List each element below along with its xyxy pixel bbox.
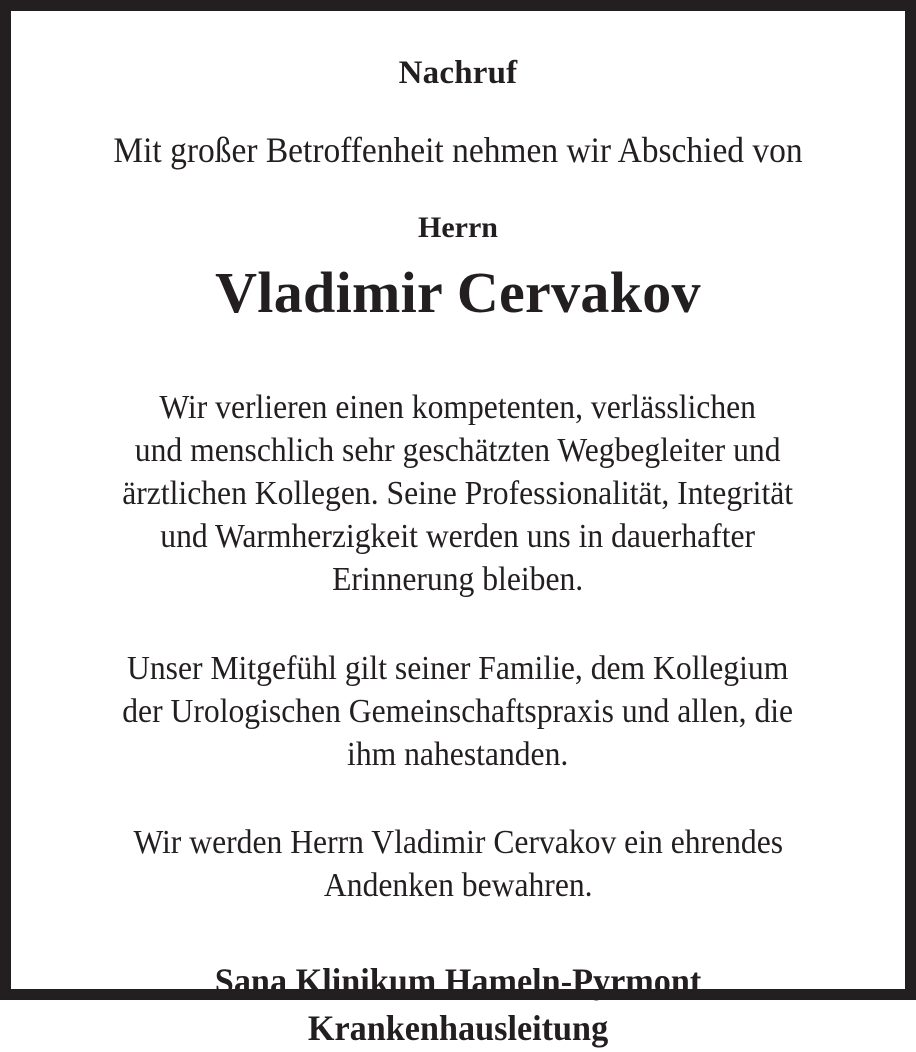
body-paragraph bbox=[123, 386, 794, 601]
body-line: ihm nahestanden. bbox=[347, 735, 569, 773]
notice-card bbox=[11, 11, 905, 1048]
body-line: Wir verlieren einen kompetenten, verlässlichen bbox=[159, 388, 757, 426]
body-line: Andenken bewahren. bbox=[323, 866, 593, 904]
notice-intro-line: Mit großer Betroffenheit nehmen wir Abschied von bbox=[113, 130, 803, 171]
notice-heading: Nachruf bbox=[398, 55, 518, 91]
body-paragraph bbox=[133, 821, 783, 907]
deceased-name: Vladimir Cervakov bbox=[215, 259, 701, 325]
deceased-honorific: Herrn bbox=[418, 210, 498, 244]
body-line: Unser Mitgefühl gilt seiner Familie, dem Kollegium bbox=[127, 649, 789, 687]
signature-organization: Sana Klinikum Hameln-Pyrmont bbox=[214, 960, 702, 1001]
signature-department: Krankenhausleitung bbox=[307, 1007, 609, 1048]
body-line: Erinnerung bleiben. bbox=[332, 560, 584, 598]
body-line: und Warmherzigkeit werden uns in dauerhafter bbox=[160, 517, 756, 555]
body-line: Wir werden Herrn Vladimir Cervakov ein ehrendes bbox=[133, 823, 783, 861]
signature-block bbox=[215, 958, 701, 1052]
body-line: der Urologischen Gemeinschaftspraxis und allen, die bbox=[122, 692, 794, 730]
body-paragraph bbox=[123, 647, 794, 776]
body-line: ärztlichen Kollegen. Seine Professionalität, Integrität bbox=[122, 474, 794, 512]
body-line: und menschlich sehr geschätzten Wegbegleiter und bbox=[135, 431, 781, 469]
